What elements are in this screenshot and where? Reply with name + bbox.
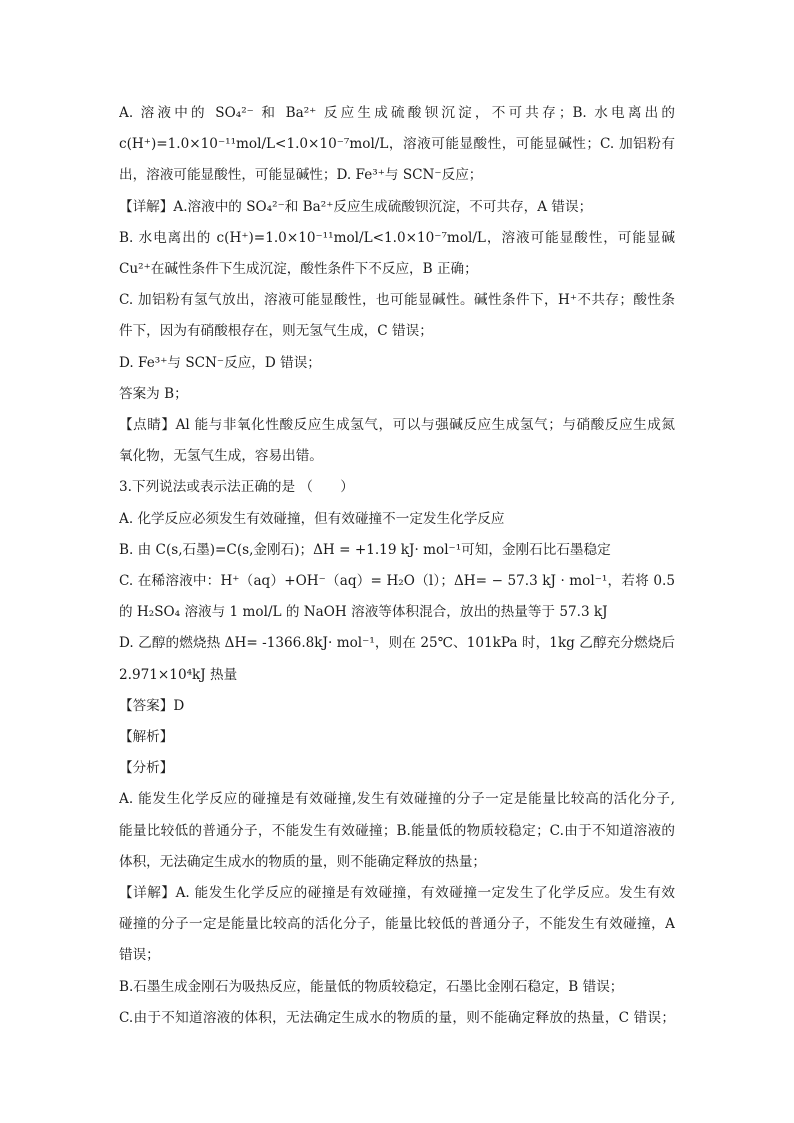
text-line: 体积，无法确定生成水的物质的量，则不能确定释放的热量； [119,853,487,870]
text-line: A. 溶液中的 SO₄²⁻ 和 Ba²⁺ 反应生成硫酸钡沉淀，不可共存；B. 水电离出的 [119,105,675,121]
text-line: C. 在稀溶液中：H⁺（aq）+OH⁻（aq）= H₂O（l）；ΔH= − 57.3 kJ · mol⁻¹，若将 0.5 [119,572,675,589]
text-line: 碰撞的分子一定是能量比较高的活化分子，能量比较低的普通分子，不能发生有效碰撞，A [119,916,675,933]
text-line: 【解析】 [119,728,174,745]
text-line: C. 加铝粉有氢气放出，溶液可能显酸性，也可能显碱性。碱性条件下，H⁺不共存；酸性条 [119,292,675,309]
text-line: D. 乙醇的燃烧热 ΔH= -1366.8kJ· mol⁻¹，则在 25℃、101kPa 时，1kg 乙醇充分燃烧后 [119,635,675,652]
text-line: 答案为 B； [119,385,188,402]
text-line: 【分析】 [119,760,174,777]
text-line: A. 能发生化学反应的碰撞是有效碰撞,发生有效碰撞的分子一定是能量比较高的活化分子, [119,791,675,808]
text-line: Cu²⁺在碱性条件下生成沉淀，酸性条件下不反应，B 正确； [119,260,478,277]
text-line: 出，溶液可能显酸性，可能显碱性；D. Fe³⁺与 SCN⁻反应； [119,167,483,184]
document-body [119,98,675,1034]
text-line: c(H⁺)=1.0×10⁻¹¹mol/L<1.0×10⁻⁷mol/L，溶液可能显酸性，可能显碱性；C. 加铝粉有 [119,136,675,153]
text-line: B.石墨生成金刚石为吸热反应，能量低的物质较稳定，石墨比金刚石稳定，B 错误； [119,978,624,995]
text-line: 能量比较低的普通分子，不能发生有效碰撞；B.能量低的物质较稳定；C.由于不知道溶液的 [119,822,675,839]
text-line: C.由于不知道溶液的体积，无法确定生成水的物质的量，则不能确定释放的热量，C 错误； [119,1009,675,1026]
text-line: 3.下列说法或表示法正确的是 （ ） [119,479,354,496]
text-line: B. 由 C(s,石墨)=C(s,金刚石)；ΔH = +1.19 kJ· mol⁻¹可知，金刚石比石墨稳定 [119,541,611,558]
text-line: 错误； [119,947,160,964]
text-line: 【答案】D [119,697,185,714]
text-line: A. 化学反应必须发生有效碰撞，但有效碰撞不一定发生化学反应 [119,510,505,527]
text-line: 氧化物，无氢气生成，容易出错。 [119,448,323,465]
text-line: 【详解】A.溶液中的 SO₄²⁻和 Ba²⁺反应生成硫酸钡沉淀，不可共存，A 错误； [119,198,593,215]
text-line: 的 H₂SO₄ 溶液与 1 mol/L 的 NaOH 溶液等体积混合，放出的热量等于 57.3 kJ [119,604,608,621]
text-line: B. 水电离出的 c(H⁺)=1.0×10⁻¹¹mol/L<1.0×10⁻⁷mol/L，溶液可能显酸性，可能显碱 [119,229,675,246]
text-line: 2.971×10⁴kJ 热量 [119,666,238,683]
text-line: D. Fe³⁺与 SCN⁻反应，D 错误； [119,354,321,371]
text-line: 件下，因为有硝酸根存在，则无氢气生成，C 错误； [119,323,433,340]
text-line: 【详解】A. 能发生化学反应的碰撞是有效碰撞，有效碰撞一定发生了化学反应。发生有效 [119,884,675,901]
text-line: 【点睛】Al 能与非氧化性酸反应生成氢气，可以与强碱反应生成氢气；与硝酸反应生成氮 [119,416,675,433]
